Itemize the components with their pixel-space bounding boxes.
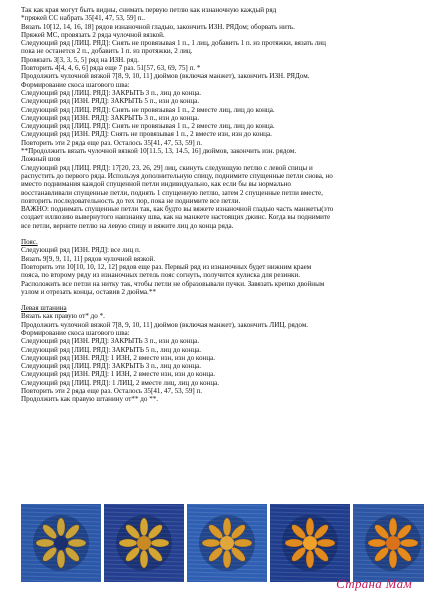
text-line: Следующий ряд [ИЗН. РЯД]: 1 ИЗН, 2 вместе изн, изн до конца.	[21, 370, 216, 379]
text-line: Вязать как правую от* до *.	[21, 312, 105, 321]
text-line: пояса, по второму ряду из изнаночных петель пояс согнуть, получится кулиска для резинки.	[21, 271, 301, 280]
photo-5	[353, 504, 424, 582]
text-line: Следующий ряд [ЛИЦ. РЯД]: Снять не провязывая 1 п., 2 вместе лиц, лиц до конца.	[21, 105, 275, 114]
text-line: Формирование скоса шагового шва:	[21, 328, 130, 337]
text-line: вместо поднимания каждой спущенной петли индивидуально, как если бы вы нормально	[21, 180, 291, 189]
text-line: восстанавливали спущенные петли, поднять 1 спущенную петлю, затем 2 спущенные петли вместе,	[21, 188, 323, 197]
section-heading: Пояс.	[21, 238, 38, 247]
text-line: Повторить эти 10[10, 10, 12, 12] рядов еще раз. Первый ряд из изнаночных будет нижним краем	[21, 262, 312, 271]
photo-1	[21, 504, 101, 582]
text-line: Продолжить как правую штанину от** до **.	[21, 395, 159, 404]
text-line: Так как края могут быть видны, снимать первую петлю как изнаночную каждый ряд	[21, 6, 277, 14]
text-line: Вязать 9[9, 9, 11, 11] рядов чулочной вязкой.	[21, 254, 156, 263]
text-line: распустить до первого ряда. Используя дополнительную спицу, поднимите спущенные петли снова, но	[21, 171, 333, 180]
text-line: Следующий ряд [ЛИЦ. РЯД]: 17[20, 23, 26, 29] лиц, скинуть следующую петлю с левой спицы и	[21, 163, 313, 172]
text-line: Провязать 3[3, 3, 5, 5] ряд на ИЗН. ряд.	[21, 55, 139, 64]
text-line: **Продолжить вязать чулочной вязкой 10[11.5, 13, 14.5, 16] дюймов, закончить изн. рядом.	[21, 147, 297, 156]
text-line: все петли, верните петлю на левую спицу и вяжите лиц до конца ряда.	[21, 221, 234, 230]
text-line: Повторить эти 2 ряда еще раз. Осталось 35[41, 47, 53, 59] п.	[21, 387, 203, 396]
text-line: Следующий ряд [ЛИЦ. РЯД]: ЗАКРЫТЬ 3 п., лиц до конца.	[21, 88, 202, 97]
photo-3	[187, 504, 267, 582]
text-line: создает иллюзию вывернутого наизнанку шва, как на манжете настоящих джинс. Когда вы поднимите	[21, 213, 331, 222]
photo-strip	[21, 504, 424, 582]
text-line: Продолжить чулочной вязкой 7[8, 9, 10, 11] дюймов (включая манжет), закончить ИЗН. РЯДом.	[21, 72, 310, 81]
text-line: Следующий ряд [ЛИЦ. РЯД]: Снять не провязывая 1 п., 2 вместе лиц, лиц до конца.	[21, 122, 275, 131]
text-line: Следующий ряд [ИЗН. РЯД]: Снять не провязывая 1 п., 2 вместе изн, изн до конца.	[21, 130, 272, 139]
text-line: Повторить эти 2 ряда еще раз. Осталось 35[41, 47, 53, 59] п.	[21, 138, 203, 147]
section-heading: Левая штанина	[21, 304, 67, 313]
text-line: *пряжей СС набрать 35[41, 47, 53, 59] п..	[21, 14, 146, 23]
paragraph-gap	[21, 230, 416, 238]
text-line: пока не останется 2 п., добавить 1 п. из протяжки, 2 лиц.	[21, 47, 193, 56]
text-line: Следующий ряд [ИЗН. РЯД]: 1 ИЗН, 2 вместе изн, изн до конца.	[21, 353, 216, 362]
logo-text: Страна Мам	[336, 576, 412, 591]
document-body	[21, 6, 416, 404]
text-line: Следующий ряд [ЛИЦ. РЯД]: ЗАКРЫТЬ 3 п., лиц до конца.	[21, 362, 202, 371]
text-line: Следующий ряд [ИЗН. РЯД]: все лиц п.	[21, 246, 141, 255]
text-line: Следующий ряд [ИЗН. РЯД]: ЗАКРЫТЬ 5 п., изн до конца.	[21, 97, 200, 106]
text-line: Расположить все петли на нитку так, чтобы петли не образовывали пучки. Завязать крепко двойным	[21, 279, 325, 288]
paragraph-gap	[21, 296, 416, 304]
text-line: Следующий ряд [ИЗН. РЯД]: ЗАКРЫТЬ 3 п., изн до конца.	[21, 337, 200, 346]
text-line: Следующий ряд [ЛИЦ. РЯД]: ЗАКРЫТЬ 5 п., лиц до конца.	[21, 345, 202, 354]
text-line: Формирование скоса шагового шва:	[21, 80, 130, 89]
site-logo	[336, 576, 412, 592]
text-line: Продолжить чулочной вязкой 7[8, 9, 10, 11] дюймов (включая манжет), закончить ЛИЦ. рядом.	[21, 320, 309, 329]
text-line: Следующий ряд [ИЗН. РЯД]: ЗАКРЫТЬ 3 п., изн до конца.	[21, 113, 200, 122]
photo-2	[104, 504, 184, 582]
photo-4	[270, 504, 350, 582]
text-line: Пряжей МС, провязать 2 ряда чулочной вязкой.	[21, 30, 165, 39]
text-line: повторить последовательность до тех пор, пока не поднимите все петли.	[21, 196, 241, 205]
text-line: Вязать 10[12, 14, 16, 18] рядов изнаночной гладью, закончить ИЗН. РЯДом; оборвать нить.	[21, 22, 295, 31]
text-line: Ложный шов	[21, 155, 61, 164]
text-line: узлом и отрезать концы, оставив 2 дюйма.**	[21, 287, 156, 296]
text-line: Повторить 4[4, 4, 6, 6] ряда еще 7 раз. 51[57, 63, 69, 75] п. *	[21, 64, 201, 73]
text-line: ВАЖНО: поднимать спущенные петли так, как будто вы вяжете изнаночной гладью часть манжеты(это	[21, 205, 334, 214]
text-line: Следующий ряд [ЛИЦ. РЯД]: 1 ЛИЦ, 2 вместе лиц, лиц до конца.	[21, 378, 220, 387]
text-line: Следующий ряд [ЛИЦ. РЯД]: Снять не провязывая 1 п., 1 лиц, добавить 1 п. из протяжки, вязать лиц	[21, 39, 326, 48]
